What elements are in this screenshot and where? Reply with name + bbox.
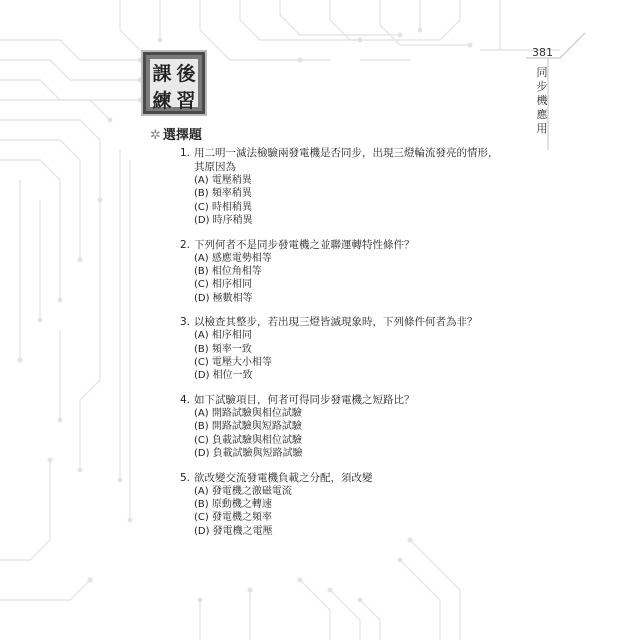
badge-char: 練 [152, 90, 172, 112]
question-number: 1. [180, 147, 191, 159]
section-title-text: 選擇題 [162, 128, 202, 143]
option: (C) 發電機之頻率 [194, 512, 272, 524]
option: (B) 頻率稍異 [194, 188, 252, 200]
option: (D) 負載試驗與短路試驗 [194, 448, 303, 460]
question-number: 4. [180, 393, 191, 406]
question-list [180, 146, 500, 548]
question-stem: 以檢查其整步，若出現三燈皆滅現象時，下列條件何者為非？ [194, 316, 478, 329]
question [180, 393, 500, 461]
question [180, 471, 500, 539]
question-stem: 用二明一滅法檢驗兩發電機是否同步，出現三燈輪流發亮的情形，其原因為 [194, 147, 499, 173]
question-number: 2. [180, 238, 191, 251]
chapter-side-title: 同步機應用 [536, 66, 548, 135]
option: (B) 頻率一致 [194, 343, 252, 355]
option: (D) 發電機之電壓 [194, 525, 273, 537]
sparkle-icon: ✲ [150, 128, 161, 143]
badge-char: 後 [176, 63, 196, 85]
question [180, 315, 500, 383]
question-stem: 如下試驗項目，何者可得同步發電機之短路比？ [194, 393, 415, 406]
option: (A) 發電機之激磁電流 [194, 485, 292, 497]
option: (C) 相序相同 [194, 279, 252, 291]
question-stem: 欲改變交流發電機負載之分配，須改變 [194, 471, 373, 484]
after-class-exercise-badge [143, 52, 205, 114]
badge-char: 習 [176, 90, 196, 112]
option: (D) 時序稍異 [194, 215, 253, 227]
question [180, 238, 500, 306]
question-number: 5. [180, 471, 191, 484]
option: (A) 電壓稍異 [194, 175, 252, 186]
option: (D) 極數相等 [194, 292, 253, 304]
option: (A) 相序相同 [194, 330, 252, 342]
option: (A) 開路試驗與相位試驗 [194, 407, 302, 419]
option: (D) 相位一致 [194, 370, 253, 382]
option: (C) 負載試驗與相位試驗 [194, 434, 302, 446]
question-stem: 下列何者不是同步發電機之並聯運轉特性條件？ [194, 238, 415, 251]
option: (C) 時相稍異 [194, 201, 252, 213]
option: (A) 感應電勢相等 [194, 252, 272, 264]
question-number: 3. [180, 316, 191, 329]
question [180, 146, 500, 228]
option: (B) 相位角相等 [194, 266, 262, 278]
option: (B) 原動機之轉速 [194, 498, 272, 510]
page-number: 381 [532, 46, 553, 59]
section-title [150, 124, 202, 143]
option: (C) 電壓大小相等 [194, 357, 272, 369]
option: (B) 開路試驗與短路試驗 [194, 421, 302, 433]
badge-char: 課 [152, 63, 172, 85]
